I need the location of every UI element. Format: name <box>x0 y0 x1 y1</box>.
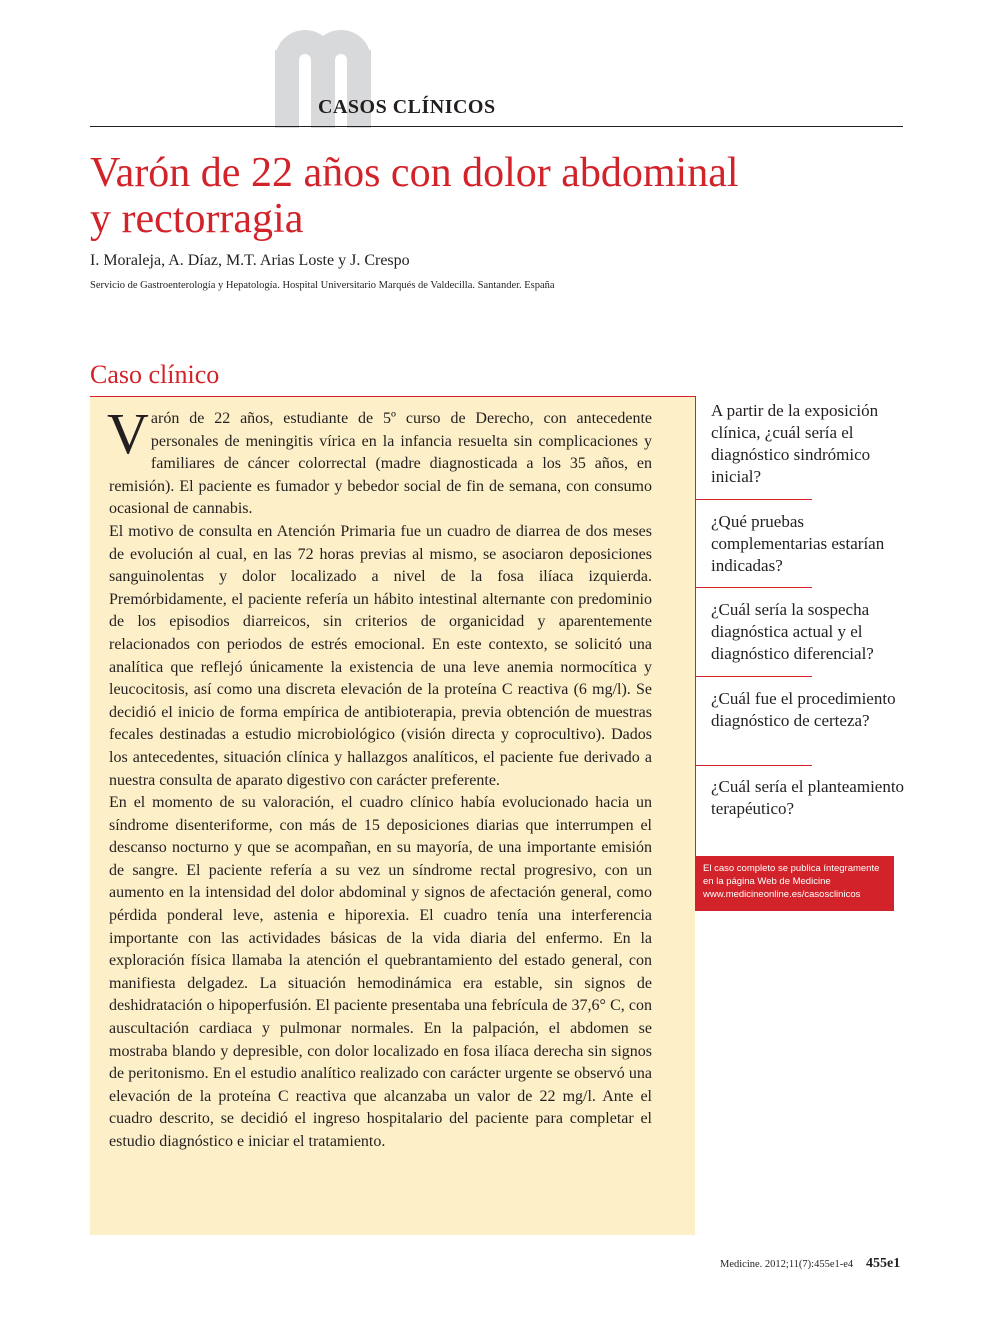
question-item: ¿Cuál fue el procedimiento diagnóstico de certeza? <box>711 689 896 730</box>
section-label: CASOS CLÍNICOS <box>318 96 496 118</box>
question-divider <box>695 587 812 588</box>
case-paragraph-1 <box>107 401 652 521</box>
question-divider <box>695 765 812 766</box>
question-item: A partir de la exposición clínica, ¿cuál sería el diagnóstico sindrómico inicial? <box>711 401 879 486</box>
authors: I. Moraleja, A. Díaz, M.T. Arias Loste y J. Crespo <box>90 252 410 269</box>
question-item: ¿Cuál sería la sospecha diagnóstica actual y el diagnóstico diferencial? <box>711 600 874 663</box>
question-divider <box>695 499 812 500</box>
promo-line-2: en la página Web de Medicine <box>703 876 831 887</box>
web-promo-box <box>695 856 894 911</box>
title-line-1: Varón de 22 años con dolor abdominal <box>90 150 739 196</box>
case-paragraph-1-text: arón de 22 años, estudiante de 5º curso de Derecho, con antecedente personales de meningitis vírica en la infancia resuelta sin complicaciones y familiares de cáncer colorrectal (madre diagnosticada a los 35 años, en remisión). El paciente es fumador y bebedor social de fin de semana, con consumo ocasional de cannabis. <box>109 410 652 518</box>
case-heading: Caso clínico <box>90 360 220 389</box>
page-number: 455e1 <box>866 1256 901 1271</box>
article-title <box>90 150 890 242</box>
case-paragraph-2: El motivo de consulta en Atención Primaria fue un cuadro de diarrea de dos meses de evolución al cual, en las 72 horas previas al mismo, se asociaron deposiciones sanguinolentas y dolor localizado a nivel de la fosa ilíaca izquierda. Premórbidamente, el paciente refería un hábito intestinal alternante con predominio de los episodios diarreicos, sin criterios de organicidad y aparentemente relacionados con periodos de estrés emocional. En este contexto, se solicitó una analítica que reflejó únicamente la existencia de una leve anemia normocítica y leucocitosis, así como una discreta elevación de la proteína C reactiva (6 mg/l). Se decidió el inicio de forma empírica de antibioterapia, previa obtención de muestras fecales destinadas a estudio microbiológico (visión directa y coprocultivo). Dados los antecedentes, situación clínica y hallazgos analíticos, el paciente fue derivado a nuestra consulta de aparato digestivo con carácter preferente. <box>109 522 652 789</box>
case-text <box>107 401 652 1154</box>
footer-citation: Medicine. 2012;11(7):455e1-e4 <box>720 1259 854 1270</box>
affiliation: Servicio de Gastroenterología y Hepatología. Hospital Universitario Marqués de Valdecilla. Santander. España <box>90 280 555 291</box>
promo-url[interactable]: www.medicineonline.es/casosclinicos <box>703 889 861 900</box>
dropcap: V <box>107 401 149 466</box>
question-item: ¿Qué pruebas complementarias estarían indicadas? <box>711 512 885 575</box>
case-paragraph-3: En el momento de su valoración, el cuadro clínico había evolucionado hacia un síndrome disenteriforme, con más de 15 deposiciones diarias que interrumpen el descanso nocturno y que se acompañan, en su mayoría, de una importante emisión de sangre. El paciente refería a su vez un síndrome rectal progresivo, con un aumento en la intensidad del dolor abdominal y signos de afectación general, como pérdida ponderal leve, astenia e hiporexia. El cuadro tenía una interferencia importante con las actividades básicas de la vida diaria del enfermo. En la exploración física llamaba la atención el quebrantamiento del estado general, con manifiesta delgadez. La situación hemodinámica era estable, sin signos de deshidratación o hipoperfusión. El paciente presentaba una febrícula de 37,6° C, con auscultación cardiaca y pulmonar normales. En la palpación, el abdomen se mostraba blando y depresible, con dolor localizado en fosa ilíaca derecha sin signos de peritonismo. En el estudio analítico realizado con carácter urgente se observó una elevación de la proteína C reactiva que alcanzaba un valor de 22 mg/l. Ante el cuadro descrito, se decidió el ingreso hospitalario del paciente para completar el estudio diagnóstico e iniciar el tratamiento. <box>109 794 652 1150</box>
title-line-2: y rectorragia <box>90 196 304 242</box>
question-divider <box>695 676 812 677</box>
promo-line-1: El caso completo se publica íntegramente <box>703 863 880 874</box>
question-item: ¿Cuál sería el planteamiento terapéutico? <box>711 777 905 818</box>
questions-vertical-rule <box>695 396 696 876</box>
header-divider <box>90 126 903 127</box>
